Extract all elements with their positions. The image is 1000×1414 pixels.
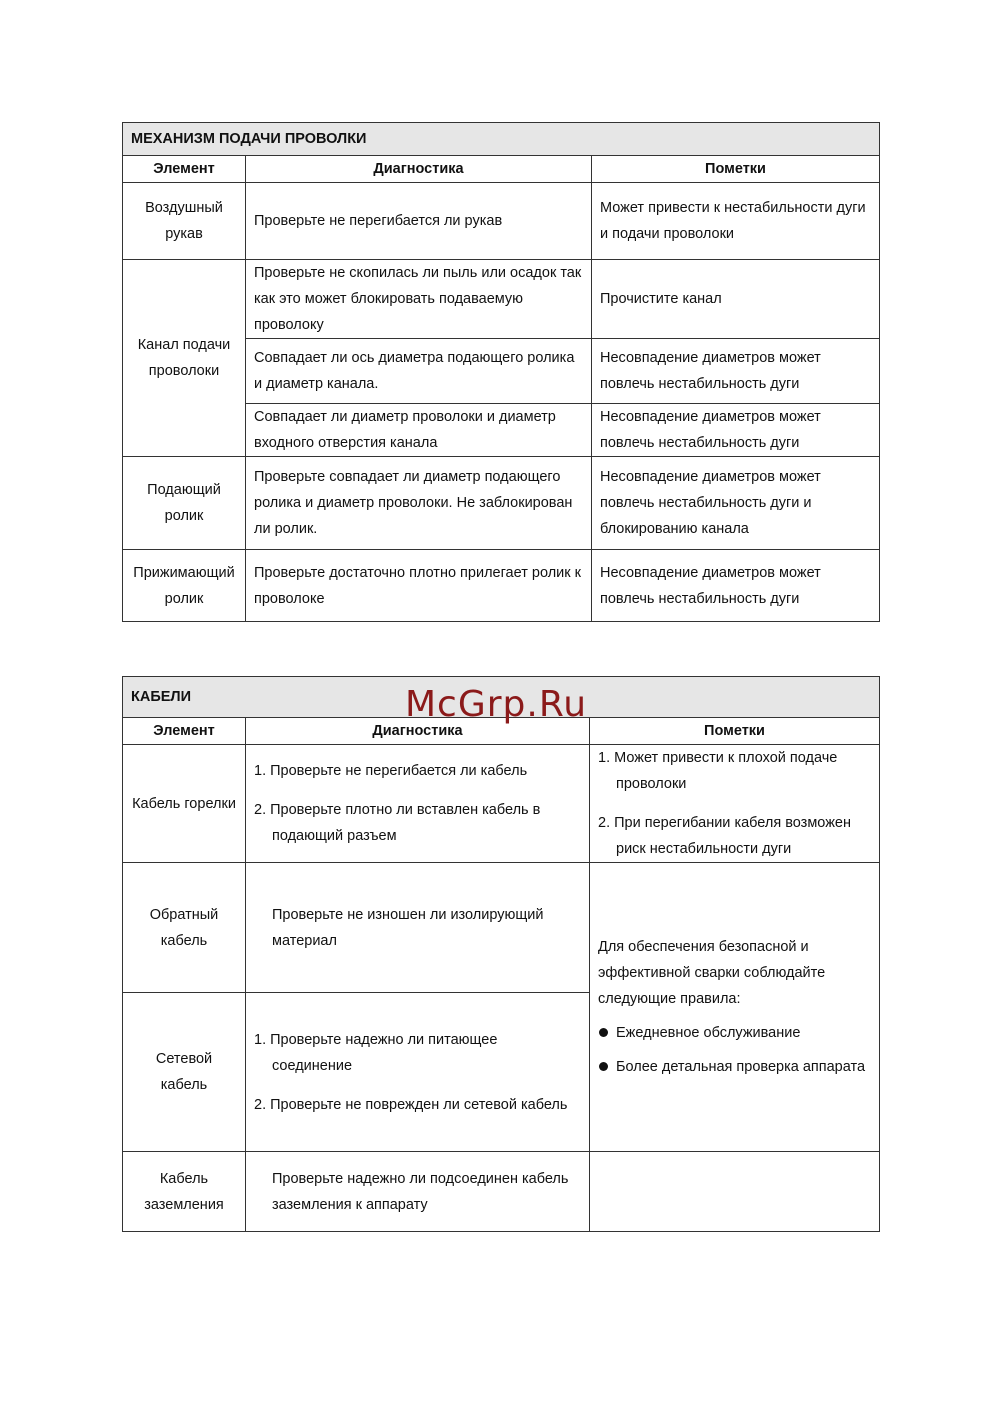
notes-cell: Несовпадение диаметров может повлечь нестабильность дуги xyxy=(592,404,880,457)
list-item: 2. Проверьте не поврежден ли сетевой кабель xyxy=(254,1096,568,1113)
notes-cell: Может привести к нестабильности дуги и подачи проволоки xyxy=(592,183,880,260)
header-element: Элемент xyxy=(123,156,246,183)
diagnostics-cell: Совпадает ли ось диаметра подающего ролика и диаметр канала. xyxy=(246,339,592,404)
diagnostics-cell: Проверьте совпадает ли диаметр подающего ролика и диаметр проволоки. Не заблокирован ли ролик. xyxy=(246,457,592,550)
table-row xyxy=(123,260,880,339)
table-row xyxy=(123,1152,880,1232)
diagnostics-cell: Проверьте достаточно плотно прилегает ролик к проволоке xyxy=(246,550,592,622)
list-item: 1. Проверьте не перегибается ли кабель xyxy=(254,763,528,779)
diagnostics-cell xyxy=(246,745,590,863)
safety-intro: Для обеспечения безопасной и эффективной сварки соблюдайте следующие правила: xyxy=(598,939,826,1007)
diagnostics-cell: Проверьте не скопилась ли пыль или осадок так как это может блокировать подаваемую проволоку xyxy=(246,260,592,339)
element-cell: Кабель заземления xyxy=(123,1152,246,1232)
notes-cell: Несовпадение диаметров может повлечь нестабильность дуги xyxy=(592,339,880,404)
watermark: McGrp.Ru xyxy=(405,684,588,725)
list-item: 1. Проверьте надежно ли питающее соединение xyxy=(254,1031,498,1074)
table-row xyxy=(123,550,880,622)
element-cell: Кабель горелки xyxy=(123,745,246,863)
cables-title: КАБЕЛИ xyxy=(123,677,880,718)
table-row xyxy=(123,457,880,550)
diagnostics-cell: Проверьте надежно ли подсоединен кабель заземления к аппарату xyxy=(246,1152,590,1232)
list-item: 2. При перегибании кабеля возможен риск нестабильности дуги xyxy=(598,815,851,857)
element-cell: Обратный кабель xyxy=(123,863,246,993)
notes-cell: Прочистите канал xyxy=(592,260,880,339)
header-notes: Пометки xyxy=(590,718,880,745)
notes-cell: Несовпадение диаметров может повлечь нестабильность дуги и блокированию канала xyxy=(592,457,880,550)
element-cell: Канал подачи проволоки xyxy=(123,260,246,457)
element-cell: Подающий ролик xyxy=(123,457,246,550)
cables-table xyxy=(122,676,880,1232)
wire-feed-table xyxy=(122,122,880,622)
notes-cell: Несовпадение диаметров может повлечь нестабильность дуги xyxy=(592,550,880,622)
bullet-icon xyxy=(599,1062,608,1071)
table-row xyxy=(123,183,880,260)
diagnostics-cell: Проверьте не перегибается ли рукав xyxy=(246,183,592,260)
diagnostics-cell: Проверьте не изношен ли изолирующий материал xyxy=(246,863,590,993)
diagnostics-cell xyxy=(246,993,590,1152)
header-notes: Пометки xyxy=(592,156,880,183)
notes-cell xyxy=(590,863,880,1152)
bullet-icon xyxy=(599,1028,608,1037)
list-item: 1. Может привести к плохой подаче проволоки xyxy=(598,750,838,792)
list-item: 2. Проверьте плотно ли вставлен кабель в подающий разъем xyxy=(254,802,541,844)
element-cell: Прижимающий ролик xyxy=(123,550,246,622)
table-row xyxy=(123,863,880,993)
element-cell: Воздушный рукав xyxy=(123,183,246,260)
header-diagnostics: Диагностика xyxy=(246,156,592,183)
list-item: Ежедневное обслуживание xyxy=(598,1020,871,1046)
wire-feed-title: МЕХАНИЗМ ПОДАЧИ ПРОВОЛКИ xyxy=(123,123,880,156)
element-cell: Сетевой кабель xyxy=(123,993,246,1152)
notes-cell xyxy=(590,1152,880,1232)
table-row xyxy=(123,745,880,863)
header-diagnostics: Диагностика xyxy=(246,718,590,745)
header-element: Элемент xyxy=(123,718,246,745)
notes-cell xyxy=(590,745,880,863)
list-item: Более детальная проверка аппарата xyxy=(598,1054,871,1080)
diagnostics-cell: Совпадает ли диаметр проволоки и диаметр входного отверстия канала xyxy=(246,404,592,457)
